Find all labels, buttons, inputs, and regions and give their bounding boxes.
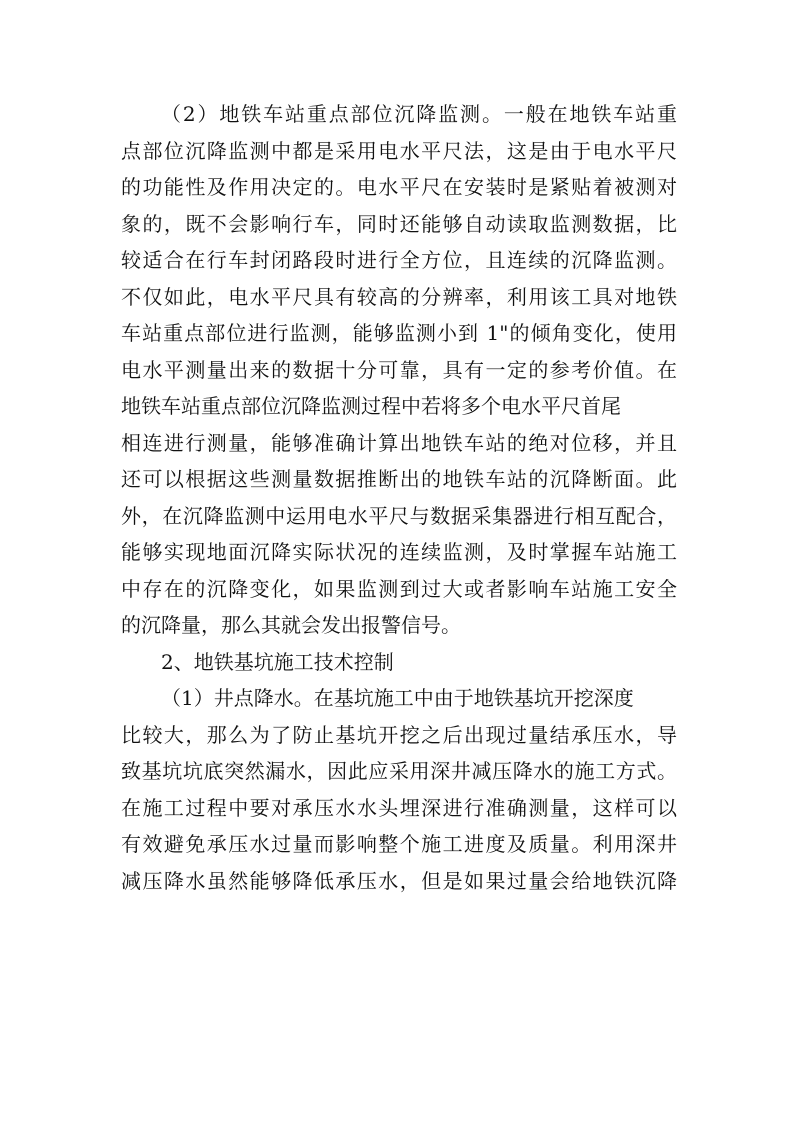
text-line: （1）井点降水。在基坑施工中由于地铁基坑开挖深度 [161, 686, 634, 710]
text-line: 还可以根据这些测量数据推断出的地铁车站的沉降断面。此 [121, 467, 677, 491]
text-line: 减压降水虽然能够降低承压水，但是如果过量会给地铁沉降 [121, 868, 677, 893]
text-line: 致基坑坑底突然漏水，因此应采用深井减压降水的施工方式。 [121, 759, 677, 783]
text-line: 比较大，那么为了防止基坑开挖之后出现过量结承压水，导 [121, 722, 677, 747]
text-line: 不仅如此，电水平尺具有较高的分辨率，利用该工具对地铁 [121, 284, 677, 309]
text-line: 车站重点部位进行监测，能够监测小到 1"的倾角变化，使用 [121, 321, 677, 345]
text-line: 的功能性及作用决定的。电水平尺在安装时是紧贴着被测对 [121, 175, 677, 199]
text-line: 能够实现地面沉降实际状况的连续监测，及时掌握车站施工 [121, 540, 677, 564]
text-line: 象的，既不会影响行车，同时还能够自动读取监测数据，比 [121, 211, 677, 236]
text-line: 的沉降量，那么其就会发出报警信号。 [121, 613, 461, 637]
text-line: 较适合在行车封闭路段时进行全方位，且连续的沉降监测。 [121, 248, 677, 272]
text-line: （2）地铁车站重点部位沉降监测。一般在地铁车站重 [161, 102, 677, 126]
section-heading: 2、地铁基坑施工技术控制 [161, 649, 394, 674]
text-line: 在施工过程中要对承压水水头埋深进行准确测量，这样可以 [121, 795, 677, 820]
text-line: 点部位沉降监测中都是采用电水平尺法，这是由于电水平尺 [121, 138, 677, 163]
text-line: 外，在沉降监测中运用电水平尺与数据采集器进行相互配合， [121, 503, 677, 528]
text-line: 电水平测量出来的数据十分可靠，具有一定的参考价值。在 [121, 357, 677, 382]
text-line: 中存在的沉降变化，如果监测到过大或者影响车站施工安全 [121, 576, 677, 601]
text-line: 相连进行测量，能够准确计算出地铁车站的绝对位移，并且 [121, 430, 677, 455]
text-line: 地铁车站重点部位沉降监测过程中若将多个电水平尺首尾 [121, 394, 621, 418]
text-line: 有效避免承压水过量而影响整个施工进度及质量。利用深井 [121, 832, 677, 856]
